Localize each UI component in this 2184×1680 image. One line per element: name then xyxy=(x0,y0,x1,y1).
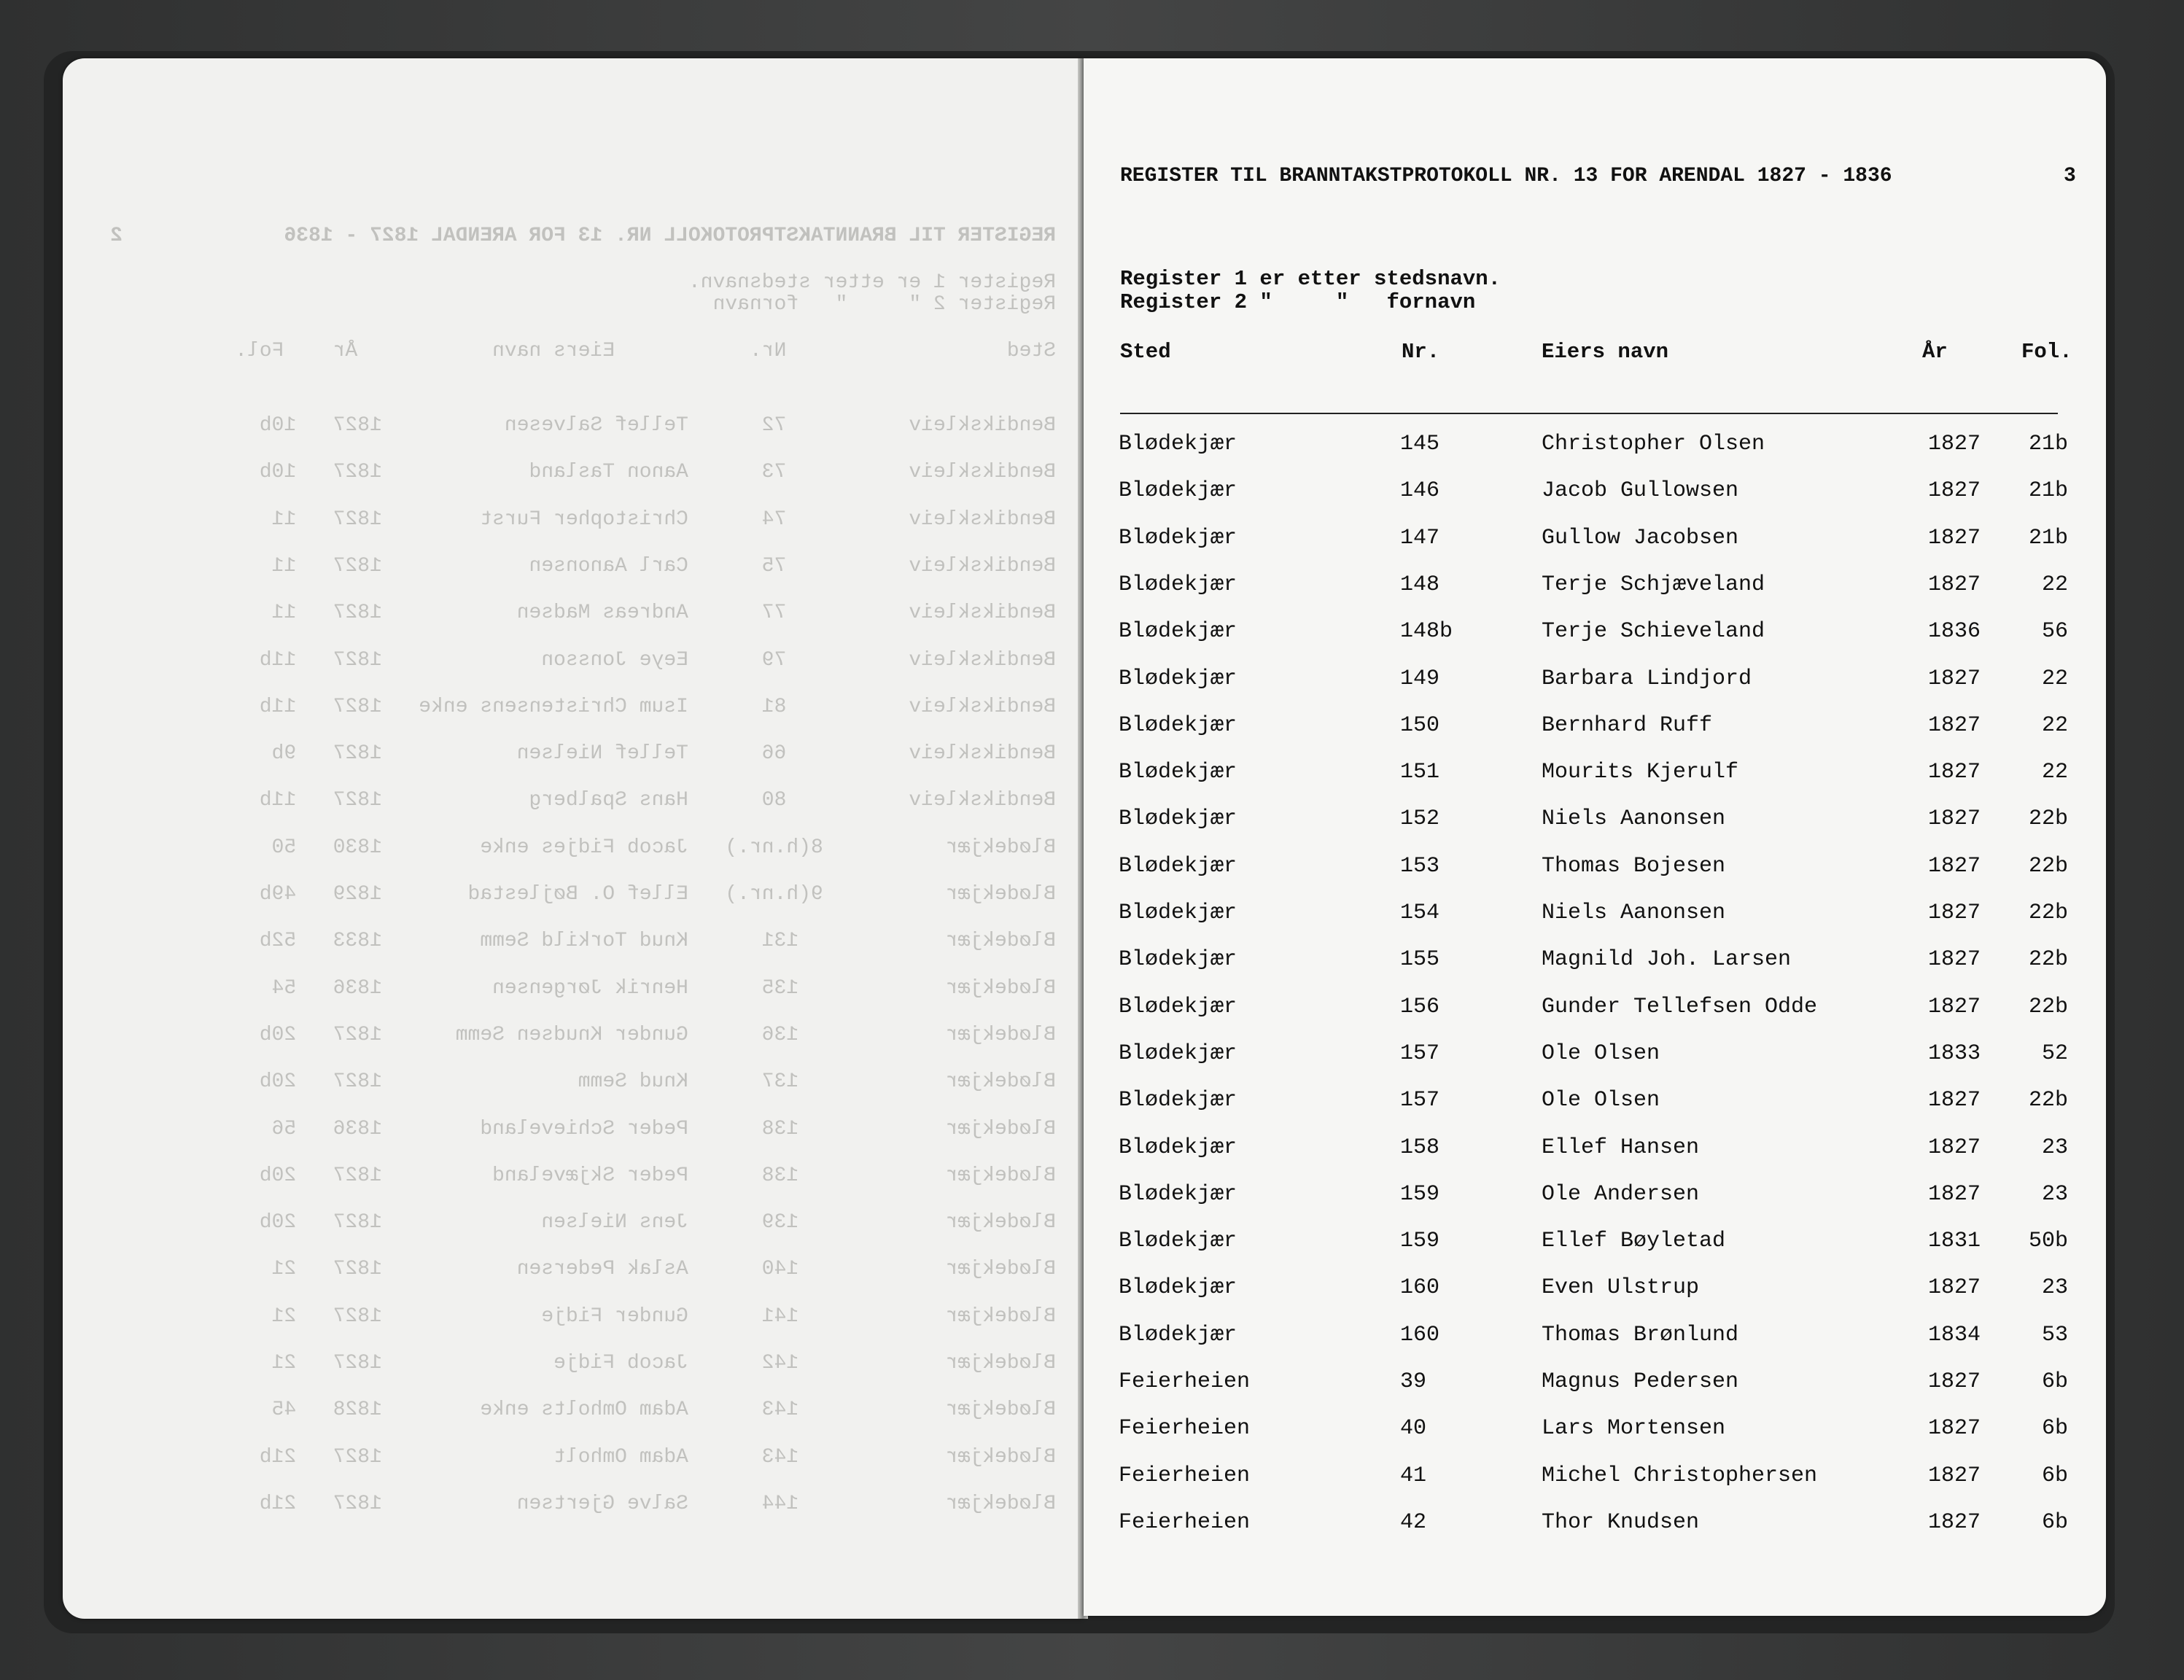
cell-sted: Blødekjær xyxy=(1119,478,1237,504)
cell-nr: 157 xyxy=(1400,1041,1440,1066)
cell-fol: 22b xyxy=(2028,994,2068,1019)
cell-nr: 159 xyxy=(1400,1229,1440,1254)
ghost-line: Bendikskleiv 66 Tellef Nielsen 1827 9b xyxy=(271,742,1056,766)
cell-fol: 23 xyxy=(2041,1275,2068,1301)
register-note-1: Register 1 er etter stedsnavn. xyxy=(1120,267,1501,291)
cell-aar: 1827 xyxy=(1927,853,1981,879)
cell-aar: 1827 xyxy=(1927,666,1981,691)
cell-nr: 42 xyxy=(1400,1509,1427,1535)
cell-aar: 1827 xyxy=(1927,525,1981,551)
cell-fol: 22b xyxy=(2028,947,2068,973)
ghost-line: Bendikskleiv 73 Aanon Tasland 1827 10b xyxy=(259,461,1056,484)
cell-eiers-navn: Michel Christophersen xyxy=(1542,1463,1818,1488)
ghost-line: Blødekjær 139 Jens Nielsen 1827 20b xyxy=(259,1211,1056,1234)
cell-sted: Blødekjær xyxy=(1119,760,1237,785)
ghost-line: Blødekjær 143 Adam Omholts enke 1828 45 xyxy=(271,1399,1056,1422)
cell-sted: Feierheien xyxy=(1119,1369,1251,1394)
cell-aar: 1827 xyxy=(1927,432,1981,456)
ghost-line: Blødekjær 9(h.nr.) Ellef O. Bøjlestad 1829 49b xyxy=(259,883,1056,906)
cell-fol: 22 xyxy=(2041,760,2068,785)
cell-aar: 1827 xyxy=(1927,572,1981,597)
cell-eiers-navn: Barbara Lindjord xyxy=(1542,666,1752,691)
cell-nr: 158 xyxy=(1400,1135,1440,1160)
cell-nr: 150 xyxy=(1400,712,1440,738)
table-row xyxy=(1084,478,2106,508)
cell-nr: 146 xyxy=(1400,478,1440,504)
cell-aar: 1827 xyxy=(1927,947,1981,973)
table-row xyxy=(1084,1182,2106,1211)
ghost-line: Bendikskleiv 77 Andreas Madsen 1827 11 xyxy=(271,602,1056,625)
ghost-note-2: Register 2 " " fornavn xyxy=(712,293,1056,316)
cell-sted: Feierheien xyxy=(1119,1509,1251,1535)
cell-eiers-navn: Lars Mortensen xyxy=(1542,1416,1726,1442)
cell-sted: Blødekjær xyxy=(1119,525,1237,551)
cell-nr: 151 xyxy=(1400,760,1440,785)
cell-sted: Blødekjær xyxy=(1119,432,1237,456)
cell-eiers-navn: Terje Schjæveland xyxy=(1542,572,1765,597)
header-sted: Sted xyxy=(1120,340,1171,364)
cell-sted: Feierheien xyxy=(1119,1416,1251,1442)
cell-nr: 159 xyxy=(1400,1181,1440,1207)
cell-eiers-navn: Ole Olsen xyxy=(1542,1041,1660,1066)
table-row xyxy=(1084,1510,2106,1539)
cell-fol: 22 xyxy=(2041,572,2068,597)
table-row xyxy=(1084,1229,2106,1258)
table-row xyxy=(1084,432,2106,461)
cell-sted: Blødekjær xyxy=(1119,1088,1237,1113)
cell-eiers-navn: Ellef Hansen xyxy=(1542,1135,1700,1160)
cell-fol: 53 xyxy=(2041,1322,2068,1348)
cell-fol: 22b xyxy=(2028,901,2068,925)
ghost-line: Bendikskleiv 74 Christopher Furst 1827 11 xyxy=(271,508,1056,531)
cell-nr: 148 xyxy=(1400,572,1440,597)
cell-fol: 22 xyxy=(2041,666,2068,691)
cell-eiers-navn: Ole Olsen xyxy=(1542,1088,1660,1113)
cell-aar: 1833 xyxy=(1927,1041,1981,1066)
ghost-page-number: 2 xyxy=(110,225,123,247)
table-row xyxy=(1084,947,2106,976)
cell-eiers-navn: Christopher Olsen xyxy=(1542,432,1765,456)
cell-fol: 6b xyxy=(2041,1463,2068,1488)
cell-sted: Blødekjær xyxy=(1119,572,1237,597)
cell-sted: Blødekjær xyxy=(1119,1322,1237,1348)
cell-eiers-navn: Jacob Gullowsen xyxy=(1542,478,1739,504)
right-page xyxy=(1084,58,2106,1616)
table-row xyxy=(1084,1416,2106,1445)
ghost-line: Blødekjær 144 Salve Gjertsen 1827 21b xyxy=(259,1492,1056,1515)
table-row xyxy=(1084,1323,2106,1352)
table-row xyxy=(1084,760,2106,789)
cell-nr: 154 xyxy=(1400,901,1440,925)
cell-aar: 1834 xyxy=(1927,1322,1981,1348)
table-row xyxy=(1084,713,2106,742)
cell-aar: 1827 xyxy=(1927,1181,1981,1207)
cell-fol: 6b xyxy=(2041,1369,2068,1394)
cell-nr: 157 xyxy=(1400,1088,1440,1113)
cell-eiers-navn: Thomas Brønlund xyxy=(1542,1322,1739,1348)
cell-eiers-navn: Terje Schieveland xyxy=(1542,619,1765,645)
cell-aar: 1827 xyxy=(1927,1416,1981,1442)
cell-fol: 22 xyxy=(2041,712,2068,738)
cell-eiers-navn: Even Ulstrup xyxy=(1542,1275,1700,1301)
cell-nr: 155 xyxy=(1400,947,1440,973)
cell-nr: 160 xyxy=(1400,1275,1440,1301)
cell-eiers-navn: Thor Knudsen xyxy=(1542,1509,1700,1535)
ghost-title: REGISTER TIL BRANNTAKSTPROTOKOLL NR. 13 FOR ARENDAL 1827 - 1836 xyxy=(284,225,1056,247)
cell-fol: 23 xyxy=(2041,1135,2068,1160)
cell-nr: 148b xyxy=(1400,619,1453,645)
cell-nr: 147 xyxy=(1400,525,1440,551)
cell-sted: Blødekjær xyxy=(1119,666,1237,691)
cell-sted: Blødekjær xyxy=(1119,1229,1237,1254)
cell-aar: 1827 xyxy=(1927,1369,1981,1394)
ghost-line: Blødekjær 131 Knud Torkild Semm 1833 52b xyxy=(259,930,1056,953)
cell-fol: 6b xyxy=(2041,1509,2068,1535)
cell-sted: Blødekjær xyxy=(1119,1041,1237,1066)
page-title: REGISTER TIL BRANNTAKSTPROTOKOLL NR. 13 FOR ARENDAL 1827 - 1836 xyxy=(1120,165,1892,187)
ghost-line: Blødekjær 137 Knud Semm 1827 20b xyxy=(259,1070,1056,1094)
left-page xyxy=(63,58,1082,1619)
header-nr: Nr. xyxy=(1402,340,1440,364)
cell-sted: Blødekjær xyxy=(1119,994,1237,1019)
cell-nr: 40 xyxy=(1400,1416,1427,1442)
cell-aar: 1831 xyxy=(1927,1229,1981,1254)
cell-eiers-navn: Magnild Joh. Larsen xyxy=(1542,947,1792,973)
table-row xyxy=(1084,806,2106,836)
cell-sted: Blødekjær xyxy=(1119,806,1237,832)
cell-fol: 22b xyxy=(2028,1088,2068,1113)
page-number: 3 xyxy=(2064,165,2076,187)
cell-sted: Blødekjær xyxy=(1119,947,1237,973)
cell-nr: 149 xyxy=(1400,666,1440,691)
table-row xyxy=(1084,854,2106,883)
cell-fol: 22b xyxy=(2028,853,2068,879)
header-fol: Fol. xyxy=(2021,340,2072,364)
cell-fol: 22b xyxy=(2028,806,2068,832)
table-row xyxy=(1084,1369,2106,1399)
cell-sted: Blødekjær xyxy=(1119,853,1237,879)
cell-sted: Feierheien xyxy=(1119,1463,1251,1488)
cell-aar: 1827 xyxy=(1927,806,1981,832)
ghost-line: Bendikskleiv 81 Isum Christensens enke 1827 11b xyxy=(259,695,1056,718)
cell-aar: 1827 xyxy=(1927,1509,1981,1535)
table-row xyxy=(1084,1275,2106,1304)
table-row xyxy=(1084,995,2106,1024)
cell-aar: 1827 xyxy=(1927,1088,1981,1113)
cell-aar: 1827 xyxy=(1927,760,1981,785)
cell-eiers-navn: Ellef Bøyletad xyxy=(1542,1229,1726,1254)
cell-eiers-navn: Bernhard Ruff xyxy=(1542,712,1713,738)
cell-eiers-navn: Niels Aanonsen xyxy=(1542,806,1726,832)
table-row xyxy=(1084,666,2106,696)
table-row xyxy=(1084,526,2106,555)
cell-fol: 6b xyxy=(2041,1416,2068,1442)
cell-nr: 153 xyxy=(1400,853,1440,879)
ghost-line: Blødekjær 136 Gunder Knudsen Semm 1827 20b xyxy=(259,1023,1056,1046)
header-rule xyxy=(1120,413,2058,414)
cell-eiers-navn: Magnus Pedersen xyxy=(1542,1369,1739,1394)
cell-sted: Blødekjær xyxy=(1119,901,1237,925)
ghost-line: Bendikskleiv 79 Eeye Jonsson 1827 11b xyxy=(259,648,1056,672)
table-row xyxy=(1084,901,2106,930)
ghost-line: Bendikskleiv 72 Tellef Salvesen 1827 10b xyxy=(259,414,1056,437)
table-row xyxy=(1084,1135,2106,1164)
ghost-line: Blødekjær 8(h.nr.) Jacob Fidjes enke 1830 50 xyxy=(271,836,1056,859)
cell-nr: 152 xyxy=(1400,806,1440,832)
ghost-line: Blødekjær 138 Peder Schieveland 1836 56 xyxy=(271,1117,1056,1140)
cell-aar: 1827 xyxy=(1927,1275,1981,1301)
cell-fol: 21b xyxy=(2028,525,2068,551)
cell-nr: 160 xyxy=(1400,1322,1440,1348)
cell-sted: Blødekjær xyxy=(1119,619,1237,645)
cell-eiers-navn: Gullow Jacobsen xyxy=(1542,525,1739,551)
header-aar: År xyxy=(1922,340,1948,364)
cell-fol: 21b xyxy=(2028,432,2068,456)
table-row xyxy=(1084,572,2106,602)
cell-eiers-navn: Thomas Bojesen xyxy=(1542,853,1726,879)
table-row xyxy=(1084,619,2106,648)
cell-sted: Blødekjær xyxy=(1119,712,1237,738)
register-note-2: Register 2 " " fornavn xyxy=(1120,290,1476,314)
cell-fol: 52 xyxy=(2041,1041,2068,1066)
cell-sted: Blødekjær xyxy=(1119,1181,1237,1207)
cell-aar: 1827 xyxy=(1927,1463,1981,1488)
cell-eiers-navn: Gunder Tellefsen Odde xyxy=(1542,994,1818,1019)
cell-eiers-navn: Niels Aanonsen xyxy=(1542,901,1726,925)
ghost-line: Blødekjær 142 Jacob Fidje 1827 21 xyxy=(271,1352,1056,1374)
cell-nr: 145 xyxy=(1400,432,1440,456)
ghost-line: Blødekjær 141 Gunder Fidje 1827 21 xyxy=(271,1304,1056,1328)
cell-eiers-navn: Mourits Kjerulf xyxy=(1542,760,1739,785)
ghost-header: Sted Nr. Eiers navn År Fol. xyxy=(235,340,1056,362)
cell-nr: 41 xyxy=(1400,1463,1427,1488)
cell-aar: 1827 xyxy=(1927,901,1981,925)
cell-sted: Blødekjær xyxy=(1119,1135,1237,1160)
table-row xyxy=(1084,1088,2106,1117)
cell-aar: 1836 xyxy=(1927,619,1981,645)
ghost-line: Bendikskleiv 80 Hans Spalberg 1827 11b xyxy=(259,789,1056,812)
ghost-note-1: Register 1 er etter stedsnavn. xyxy=(688,271,1056,294)
cell-nr: 156 xyxy=(1400,994,1440,1019)
ghost-line: Blødekjær 138 Peder Skjæveland 1827 20b xyxy=(259,1164,1056,1187)
cell-sted: Blødekjær xyxy=(1119,1275,1237,1301)
cell-eiers-navn: Ole Andersen xyxy=(1542,1181,1700,1207)
cell-fol: 56 xyxy=(2041,619,2068,645)
cell-fol: 21b xyxy=(2028,478,2068,504)
ghost-line: Blødekjær 140 Aslak Pedersen 1827 21 xyxy=(271,1258,1056,1281)
cell-fol: 23 xyxy=(2041,1181,2068,1207)
table-row xyxy=(1084,1463,2106,1493)
bleed-through-text xyxy=(63,58,1082,1619)
ghost-line: Bendikskleiv 75 Carl Aanonsen 1827 11 xyxy=(271,554,1056,578)
table-row xyxy=(1084,1041,2106,1070)
cell-aar: 1827 xyxy=(1927,994,1981,1019)
header-eiers-navn: Eiers navn xyxy=(1542,340,1669,364)
cell-nr: 39 xyxy=(1400,1369,1427,1394)
ghost-line: Blødekjær 143 Adam Omholt 1827 21b xyxy=(259,1445,1056,1469)
cell-aar: 1827 xyxy=(1927,1135,1981,1160)
cell-aar: 1827 xyxy=(1927,712,1981,738)
ghost-line: Blødekjær 135 Henrik Jørgensen 1836 54 xyxy=(271,976,1056,1000)
cell-fol: 50b xyxy=(2028,1229,2068,1254)
cell-aar: 1827 xyxy=(1927,478,1981,504)
